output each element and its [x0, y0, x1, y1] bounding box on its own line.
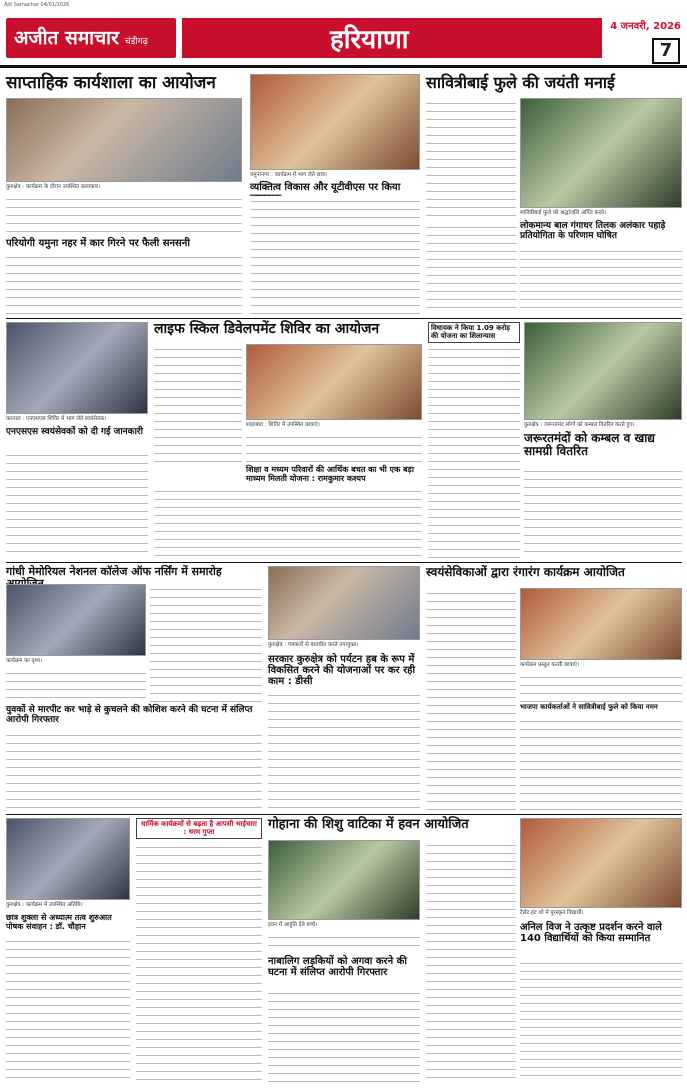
- caption-s16: कुरुक्षेत्र : कार्यक्रम में उपस्थित अतिथि।: [6, 902, 83, 908]
- photo-s3: [250, 74, 420, 170]
- body-s15: [6, 730, 262, 810]
- caption-s6: शाहाबाद : शिविर में उपस्थित छात्राएं।: [246, 422, 320, 428]
- caption-s11: कार्यक्रम का दृश्य।: [6, 658, 43, 664]
- headline-s3: व्यक्तित्व विकास और यूटीवीएस पर किया: [250, 182, 401, 193]
- caption-s10: कुरुक्षेत्र : जरूरतमंद लोगों को कम्बल वितरित करते हुए।: [524, 422, 635, 428]
- body-s2: [6, 252, 242, 314]
- headline-s5: लोकमान्य बाल गंगाधर तिलक अलंकार पहाड़े प्रतियोगिता के परिणाम घोषित: [520, 221, 666, 241]
- body-s14: [520, 716, 682, 810]
- body-s6-cont: [246, 432, 422, 464]
- photo-s12: [268, 566, 420, 640]
- photo-s10: [524, 322, 682, 420]
- caption-s12: कुरुक्षेत्र : पत्रकारों से बातचीत करते उपायुक्त।: [268, 642, 359, 648]
- photo-s18: [268, 840, 420, 920]
- top-strip: Ajit Samachar 04/01/2026: [4, 2, 70, 8]
- photo-s11: [6, 584, 146, 656]
- photo-s13: [520, 588, 682, 660]
- logo-text: अजीत समाचार: [14, 27, 119, 49]
- headline-s7: एनएसएस स्वयंसेवकों को दी गई जानकारी: [6, 427, 143, 437]
- headline-s15: युवकों से मारपीट कर भाड़े से कुचलने की कोशिश करने की घटना में संलिप्त आरोपी गिरफ्तार: [6, 705, 253, 725]
- page-number: 7: [652, 38, 680, 64]
- photo-s16: [6, 818, 130, 900]
- caption-s1: कुरुक्षेत्र : कार्यक्रम के दौरान उपस्थित कलाकार।: [6, 184, 101, 190]
- body-s3: [250, 196, 420, 314]
- section-title: हरियाणा: [330, 25, 409, 55]
- caption-s20: टैलेंट हंट शो में पुरस्कृत विद्यार्थी।: [520, 910, 584, 916]
- body-s16: [6, 936, 130, 1082]
- body-s18-cont: [426, 840, 516, 1082]
- body-s7: [6, 450, 148, 558]
- caption-s18: हवन में आहुति देते बच्चे।: [268, 922, 318, 928]
- body-s4: [426, 98, 516, 218]
- body-s12: [268, 690, 420, 810]
- photo-s6: [246, 344, 422, 420]
- headline-s16: छात्र शुक्ला से अध्यात्म तत्व शुरुआत पोषक संवाहन : डॉ. चौहान: [6, 913, 112, 931]
- divider: [6, 814, 682, 815]
- caption-s7: करनाल : एनएसएस शिविर में भाग लेते स्वयंसेवक।: [6, 416, 107, 422]
- headline-s6: लाइफ स्किल डिवेलपमेंट शिविर का आयोजन: [154, 321, 380, 337]
- body-s9: [428, 344, 520, 558]
- headline-s4: सावित्रीबाई फुले की जयंती मनाई: [426, 73, 615, 92]
- photo-s7: [6, 322, 148, 414]
- headline-s8: शिक्षा व मध्यम परिवारों की आर्थिक बचत का भी एक बड़ा माध्यम मिलती योजना : रामकुमार कश्यप: [246, 465, 414, 483]
- logo-city: चंडीगढ़: [124, 37, 148, 47]
- caption-s3: यमुनानगर : कार्यक्रम में भाग लेते छात्र।: [250, 172, 327, 178]
- headline-s11: गांधी मेमोरियल नेशनल कॉलेज ऑफ नर्सिंग में समारोह: [6, 565, 222, 578]
- body-s1: [6, 194, 242, 236]
- headline-s20: अनिल विज ने उत्कृष्ट प्रदर्शन करने वाले 140 विद्यार्थियों को किया सम्मानित: [520, 922, 662, 944]
- body-s11: [150, 584, 262, 702]
- headline-s9: विधायक ने किया 1.09 करोड़ की योजना का शिलान्यास: [428, 322, 520, 343]
- body-s6: [154, 344, 242, 464]
- headline-s19: नाबालिग लड़कियों को अगवा करने की घटना में संलिप्त आरोपी गिरफ्तार: [268, 956, 407, 978]
- divider: [6, 318, 682, 319]
- photo-s20: [520, 818, 682, 908]
- caption-s13: कार्यक्रम प्रस्तुत करती छात्राएं।: [520, 662, 580, 668]
- body-s4-cont: [426, 222, 516, 314]
- body-s10: [524, 466, 682, 558]
- photo-s4: [520, 98, 682, 208]
- headline-s18: गोहाना की शिशु वाटिका में हवन आयोजित: [268, 817, 469, 832]
- body-s8: [154, 486, 422, 558]
- photo-s1: [6, 98, 242, 182]
- body-s17: [136, 842, 262, 1082]
- newspaper-logo: [6, 18, 176, 58]
- body-s11-cont: [6, 668, 146, 702]
- headline-s13: स्वयंसेविकाओं द्वारा रंगारंग कार्यक्रम आयोजित: [426, 565, 625, 579]
- headline-s14: भाजपा कार्यकर्ताओं ने सावित्रीबाई फुले को किया नमन: [520, 703, 658, 711]
- body-s5: [520, 246, 682, 314]
- body-s13-cont: [520, 672, 682, 702]
- caption-s4: सावित्रीबाई फुले को श्रद्धांजलि अर्पित करते।: [520, 210, 607, 216]
- body-s13: [426, 588, 516, 810]
- body-s20: [520, 958, 682, 1082]
- body-s18: [268, 932, 420, 952]
- body-s19: [268, 988, 420, 1082]
- headline-s2: परियोगी यमुना नहर में कार गिरने पर फैली सनसनी: [6, 238, 190, 249]
- headline-s1: साप्ताहिक कार्यशाला का आयोजन: [6, 73, 216, 93]
- headline-s17: धार्मिक कार्यक्रमों से बढ़ता है आपसी भाईचारा : धरम गुप्ता: [136, 818, 262, 839]
- headline-s12: सरकार कुरुक्षेत्र को पर्यटन हब के रूप में विकसित करने की योजनाओं पर कर रही काम : डीसी: [268, 654, 416, 687]
- headline-s10: जरूरतमंदों को कम्बल व खाद्य सामग्री वितरित: [524, 431, 655, 459]
- divider: [6, 562, 682, 563]
- issue-date: 4 जनवरी, 2026: [610, 21, 681, 32]
